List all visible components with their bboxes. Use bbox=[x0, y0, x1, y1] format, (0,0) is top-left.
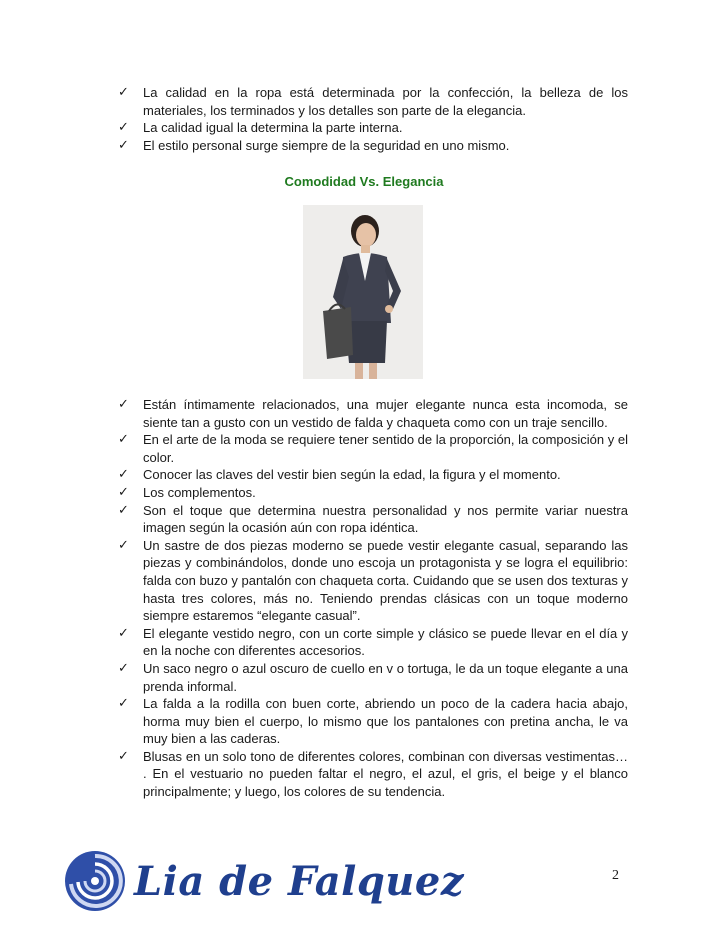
checkmark-icon: ✓ bbox=[118, 137, 129, 153]
checkmark-icon: ✓ bbox=[118, 120, 129, 136]
list-item-text: Son el toque que determina nuestra personalidad y nos permite variar nuestra imagen según la ocasión aún con ropa idéntica. bbox=[143, 502, 628, 536]
list-item bbox=[118, 84, 628, 119]
list-item bbox=[118, 748, 628, 801]
checkmark-icon: ✓ bbox=[118, 484, 129, 500]
checkmark-icon: ✓ bbox=[118, 660, 129, 676]
list-item bbox=[118, 119, 628, 137]
list-item bbox=[118, 396, 628, 431]
businesswoman-photo bbox=[303, 205, 423, 379]
list-item-text: La calidad en la ropa está determinada por la confección, la belleza de los materiales, los terminados y los detalles son parte de la elegancia. bbox=[143, 85, 628, 118]
checkmark-icon: ✓ bbox=[118, 537, 129, 553]
photo-illustration bbox=[303, 205, 423, 379]
spiral-rose-icon bbox=[62, 846, 128, 916]
checkmark-icon: ✓ bbox=[118, 748, 129, 764]
list-item bbox=[118, 431, 628, 466]
list-item-text: Conocer las claves del vestir bien según la edad, la figura y el momento. bbox=[143, 467, 561, 483]
list-item-text: La falda a la rodilla con buen corte, abriendo un poco de la cadera hacia abajo, horma muy bien el cuerpo, lo mismo que los pantalones con pretina ancha, le va muy bien a las caderas. bbox=[143, 696, 628, 747]
checkmark-icon: ✓ bbox=[118, 467, 129, 483]
list-item-text: La calidad igual la determina la parte interna. bbox=[143, 120, 403, 136]
list-item-text: Un saco negro o azul oscuro de cuello en v o tortuga, le da un toque elegante a una prenda informal. bbox=[143, 660, 628, 694]
list-item-text: Los complementos. bbox=[143, 484, 256, 500]
list-item bbox=[118, 625, 628, 660]
checkmark-icon: ✓ bbox=[118, 85, 129, 100]
list-item-text: En el arte de la moda se requiere tener sentido de la proporción, la composición y el color. bbox=[143, 432, 628, 465]
list-item-text: Un sastre de dos piezas moderno se puede vestir elegante casual, separando las piezas y combinándolos, donde uno escoja un protagonista y se logra el equilibrio: falda con buzo y pantalón con chaqueta corta. Cuidando que se usen dos texturas y hasta tres colores, más no. Teniendo prendas clásicas con un toque moderno siempre estaremos “elegante casual”. bbox=[143, 537, 628, 624]
checkmark-icon: ✓ bbox=[118, 432, 129, 448]
brand-logo bbox=[62, 846, 465, 916]
checkmark-icon: ✓ bbox=[118, 696, 129, 712]
list-item bbox=[118, 466, 628, 484]
section-title: Comodidad Vs. Elegancia bbox=[284, 174, 444, 189]
list-item-text: Están íntimamente relacionados, una mujer elegante nunca esta incomoda, se siente tan a gusto con un vestido de falda y chaqueta como con un traje sencillo. bbox=[143, 397, 628, 430]
brand-name: Lia de Falquez bbox=[134, 858, 465, 905]
list-item-text: El elegante vestido negro, con un corte simple y clásico se puede llevar en el día y en la noche con diferentes accesorios. bbox=[143, 625, 628, 659]
list-item-text: Blusas en un solo tono de diferentes colores, combinan con diversas vestimentas… . En el vestuario no pueden faltar el negro, el azul, el gris, el beige y el blanco principalmente; y luego, los colores de su tendencia. bbox=[143, 748, 628, 800]
list-item-text: El estilo personal surge siempre de la seguridad en uno mismo. bbox=[143, 137, 510, 153]
top-checklist bbox=[118, 84, 628, 154]
list-item bbox=[118, 484, 628, 502]
checkmark-icon: ✓ bbox=[118, 502, 129, 518]
checkmark-icon: ✓ bbox=[118, 625, 129, 641]
checkmark-icon: ✓ bbox=[118, 397, 129, 412]
page-number: 2 bbox=[612, 868, 619, 883]
list-item bbox=[118, 695, 628, 748]
list-item bbox=[118, 502, 628, 537]
list-item bbox=[118, 660, 628, 695]
list-item bbox=[118, 137, 628, 155]
bottom-checklist bbox=[118, 396, 628, 801]
list-item bbox=[118, 537, 628, 625]
